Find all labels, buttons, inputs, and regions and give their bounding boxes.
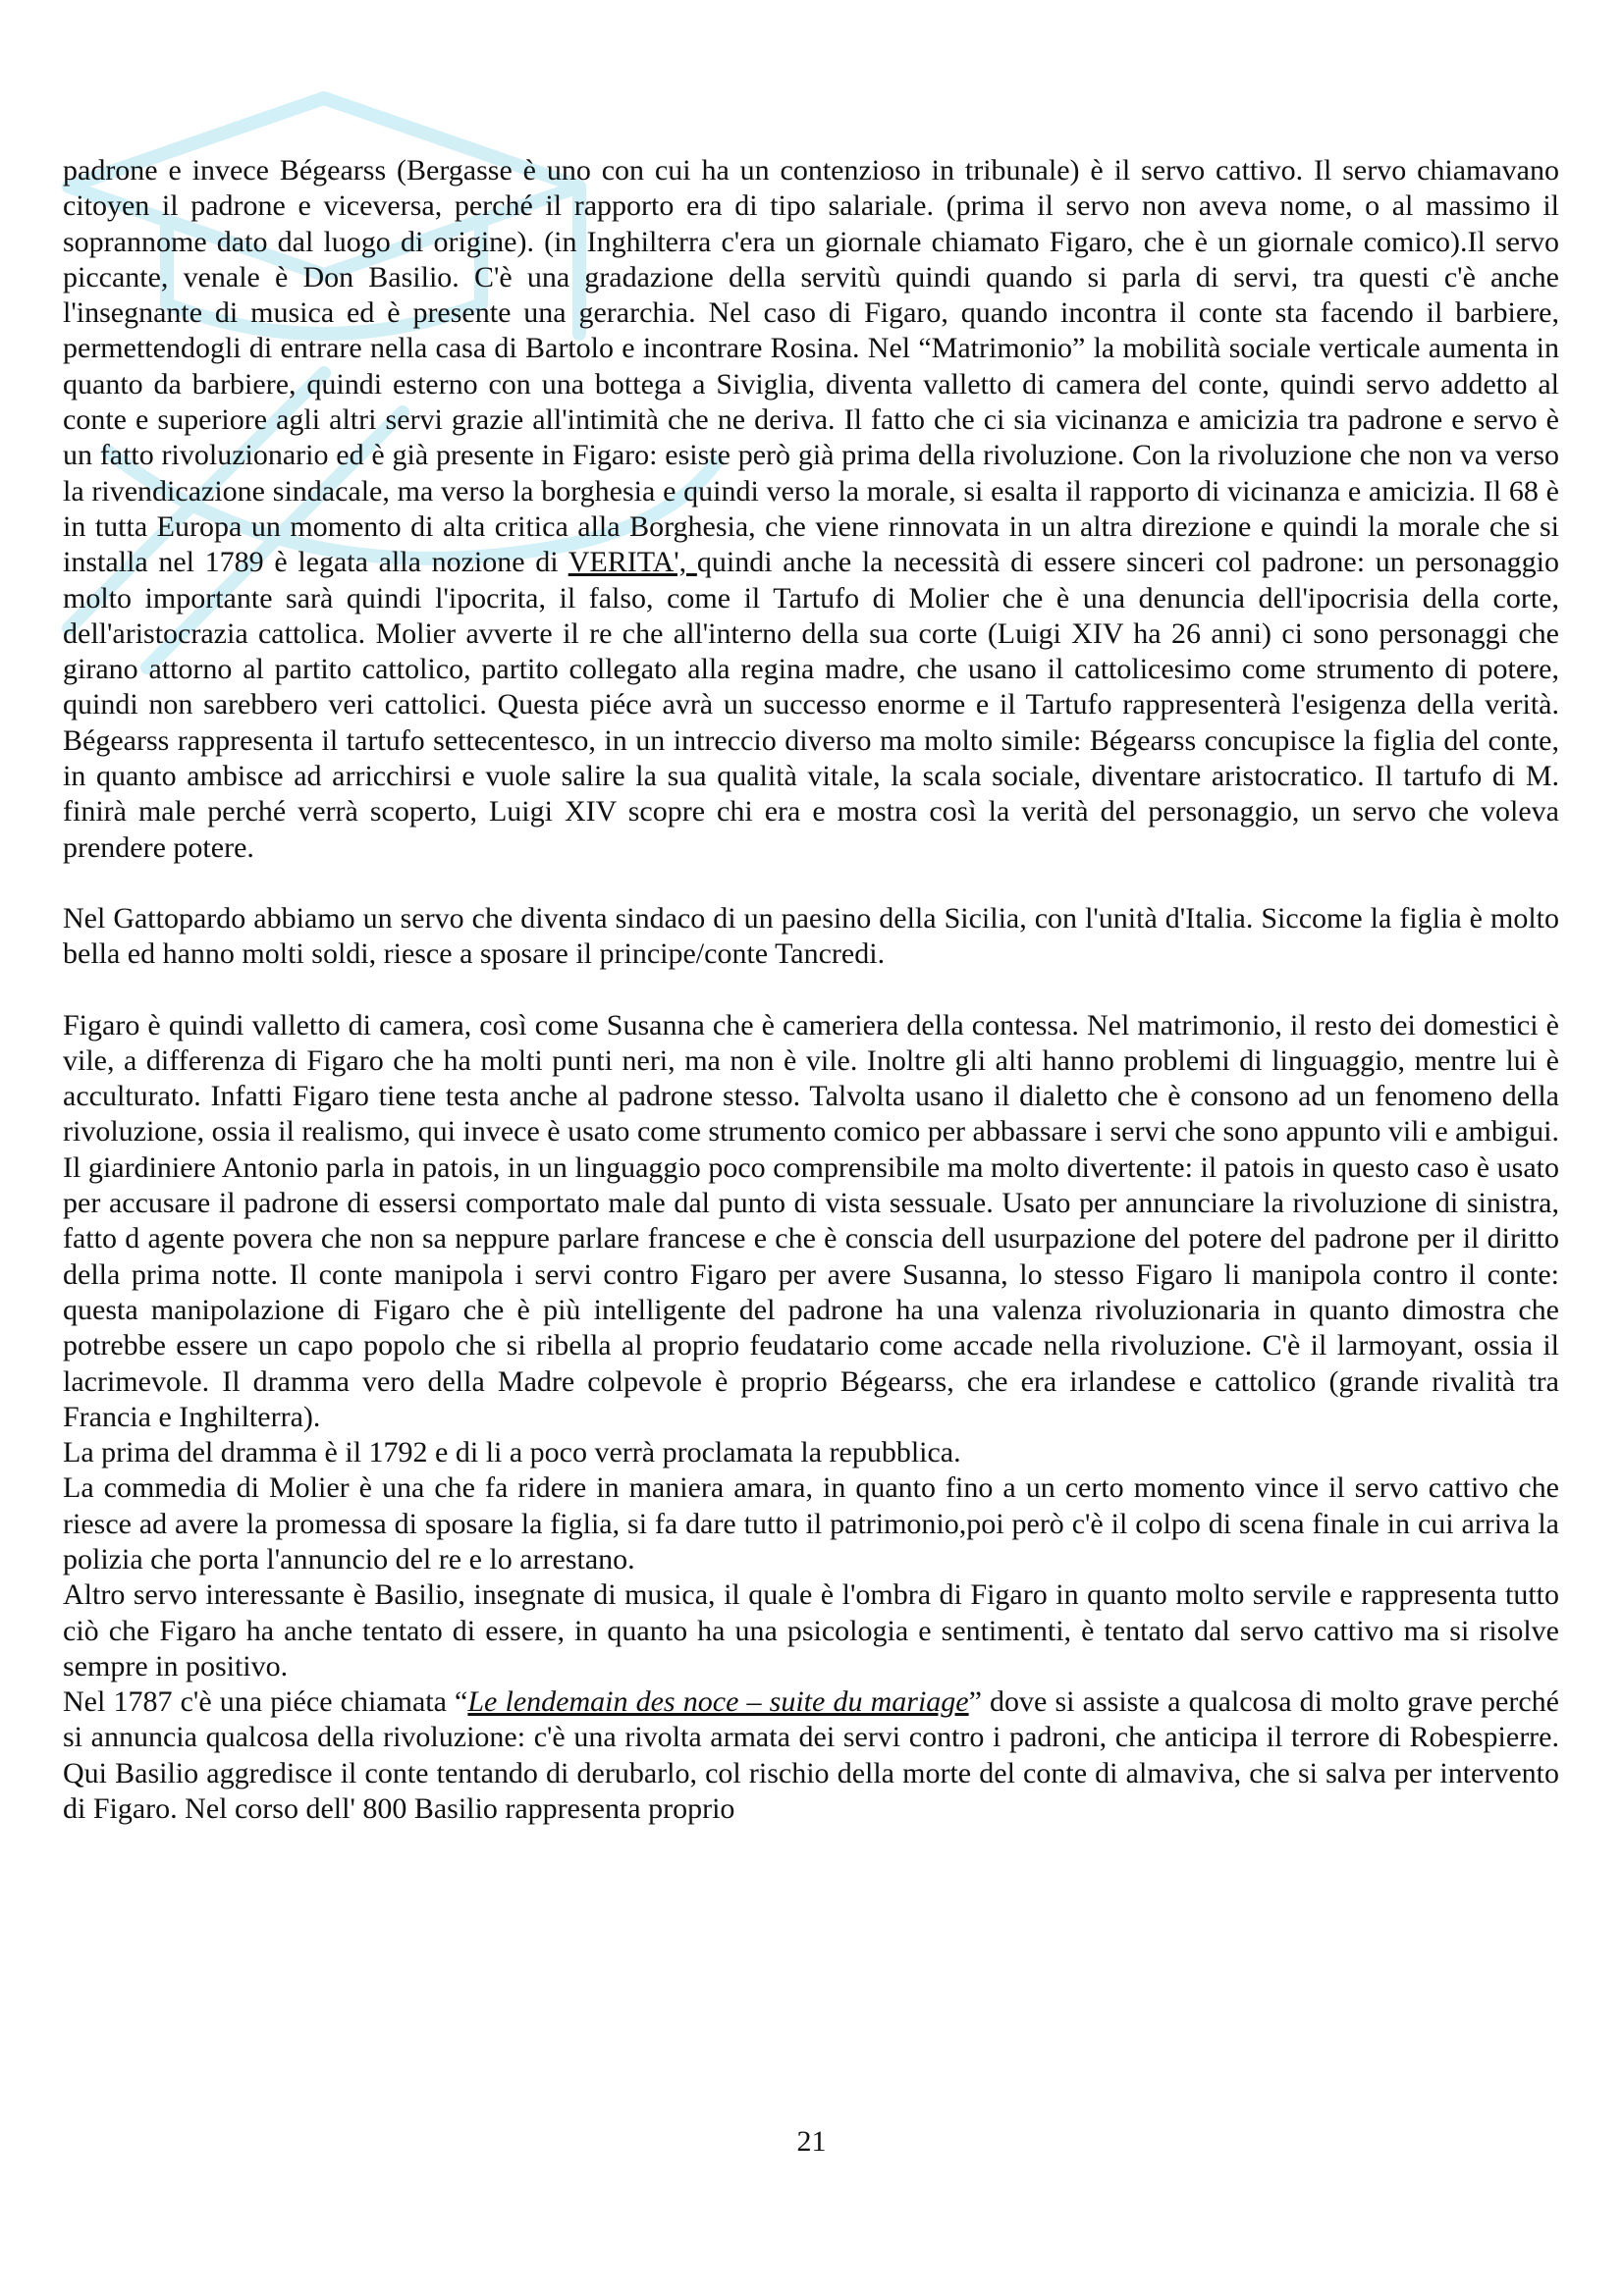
paragraph-1 [63, 153, 1559, 866]
paragraph-3: Figaro è quindi valletto di camera, così come Susanna che è cameriera della contessa. Nel matrimonio, il resto dei domestici è vile, a differenza di Figaro che ha molti punti neri, ma non è vile. Inoltre gli alti hanno problemi di linguaggio, mentre lui è acculturato. Infatti Figaro tiene testa anche al padrone stesso. Talvolta usano il dialetto che è consono ad un fenomeno della rivoluzione, ossia il realismo, qui invece è usato come strumento comico per abbassare i servi che sono appunto vili e ambigui. Il giardiniere Antonio parla in patois, in un linguaggio poco comprensibile ma molto divertente: il patois in questo caso è usato per accusare il padrone di essersi comportato male dal punto di vista sessuale. Usato per annunciare la rivoluzione di sinistra, fatto d agente povera che non sa neppure parlare francese e che è conscia dell usurpazione del potere del padrone per il diritto della prima notte. Il conte manipola i servi contro Figaro per avere Susanna, lo stesso Figaro li manipola contro il conte: questa manipolazione di Figaro che è più intelligente del padrone ha una valenza rivoluzionaria in quanto dimostra che potrebbe essere un capo popolo che si ribella al proprio feudatario come accade nella rivoluzione. C'è il larmoyant, ossia il lacrimevole. Il dramma vero della Madre colpevole è proprio Bégearss, che era irlandese e cattolico (grande rivalità tra Francia e Inghilterra). [63, 1008, 1559, 1433]
paragraph-2: Nel Gattopardo abbiamo un servo che diventa sindaco di un paesino della Sicilia, con l'unità d'Italia. Siccome la figlia è molto bella ed hanno molti soldi, riesce a sposare il principe/conte Tancredi. [63, 901, 1559, 971]
paragraph-5: La commedia di Molier è una che fa ridere in maniera amara, in quanto fino a un certo momento vince il servo cattivo che riesce ad avere la promessa di sposare la figlia, si fa dare tutto il patrimonio,poi però c'è il colpo di scena finale in cui arriva la polizia che porta l'annuncio del re e lo arrestano. [63, 1471, 1559, 1575]
paragraph-4: La prima del dramma è il 1792 e di li a poco verrà proclamata la repubblica. [63, 1436, 961, 1469]
paragraph-7-start: Nel 1787 c'è una piéce chiamata “ [63, 1685, 468, 1719]
paragraph-1-end: quindi anche la necessità di essere sinceri col padrone: un personaggio molto importante sarà quindi l'ipocrita, il falso, come il Tartufo di Molier che è una denuncia dell'ipocrisia della corte, dell'aristocrazia cattolica. Molier avverte il re che all'interno della sua corte (Luigi XIV ha 26 anni) ci sono personaggi che girano attorno al partito cattolico, partito collegato alla regina madre, che usano il cattolicesimo come strumento di potere, quindi non sarebbero veri cattolici. Questa piéce avrà un successo enorme e il Tartufo rappresenterà l'esigenza della verità. Bégearss rappresenta il tartufo settecentesco, in un intreccio diverso ma molto simile: Bégearss concupisce la figlia del conte, in quanto ambisce ad arricchirsi e vuole salire la sua qualità vitale, la scala sociale, diventare aristocratico. Il tartufo di M. finirà male perché verrà scoperto, Luigi XIV scopre chi era e mostra così la verità del personaggio, un servo che voleva prendere potere. [63, 546, 1560, 864]
paragraph-1-start: padrone e invece Bégearss (Bergasse è uno con cui ha un contenzioso in tribunale) è il servo cattivo. Il servo chiamavano citoyen il padrone e viceversa, perché il rapporto era di tipo salariale. (prima il servo non aveva nome, o al massimo il soprannome dato dal luogo di origine). (in Inghilterra c'era un giornale chiamato Figaro, che è un giornale comico).Il servo piccante, venale è Don Basilio. C'è una gradazione della servitù quindi quando si parla di servi, tra questi c'è anche l'insegnante di musica ed è presente una gerarchia. Nel caso di Figaro, quando incontra il conte sta facendo il barbiere, permettendogli di entrare nella casa di Bartolo e incontrare Rosina. Nel “Matrimonio” la mobilità sociale verticale aumenta in quanto da barbiere, quindi esterno con una bottega a Siviglia, diventa valletto di camera del conte, quindi servo addetto al conte e superiore agli altri servi grazie all'intimità che ne deriva. Il fatto che ci sia vicinanza e amicizia tra padrone e servo è un fatto rivoluzionario ed è già presente in Figaro: esiste però già prima della rivoluzione. Con la rivoluzione che non va verso la rivendicazione sindacale, ma verso la borghesia e quindi verso la morale, si esalta il rapporto di vicinanza e amicizia. Il 68 è in tutta Europa un momento di alta critica alla Borghesia, che viene rinnovata in un altra direzione e quindi la morale che si installa nel 1789 è legata alla nozione di [63, 154, 1559, 579]
document-text [63, 153, 1559, 1827]
paragraph-7 [63, 1684, 1559, 1827]
paragraph-6: Altro servo interessante è Basilio, insegnate di musica, il quale è l'ombra di Figaro in quanto molto servile e rappresenta tutto ciò che Figaro ha anche tentato di essere, in quanto ha una psicologia e sentimenti, è tentato dal servo cattivo ma si risolve sempre in positivo. [63, 1578, 1559, 1682]
paragraph-7-end: ” dove si assiste a qualcosa di molto grave perché si annuncia qualcosa della rivoluzione: c'è una rivolta armata dei servi contro i padroni, che anticipa il terrore di Robespierre. Qui Basilio aggredisce il conte tentando di derubarlo, col rischio della morte del conte di almaviva, che si salva per intervento di Figaro. Nel corso dell' 800 Basilio rappresenta proprio [63, 1685, 1559, 1826]
page-body [63, 153, 1559, 1827]
verita-underlined: VERITA', [568, 546, 697, 579]
page-number: 21 [796, 2125, 827, 2158]
paragraph-gap [63, 973, 1559, 1008]
work-title: Le lendemain des noce – suite du mariage [467, 1685, 969, 1719]
paragraph-gap [63, 866, 1559, 901]
